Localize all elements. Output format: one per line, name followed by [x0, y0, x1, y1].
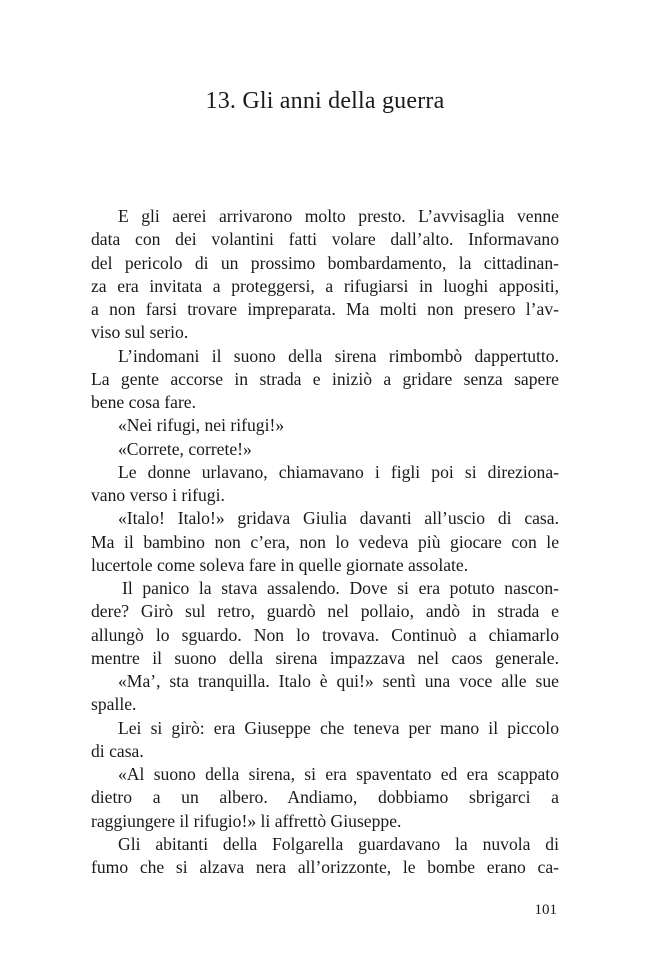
text-line: «Nei rifugi, nei rifugi!» [118, 415, 285, 436]
text-line: «Italo! Italo!» gridava Giulia davanti all’uscio di casa. [118, 508, 559, 529]
text-line: vano verso i rifugi. [91, 485, 225, 505]
text-line: Lei si girò: era Giuseppe che teneva per mano il piccolo [118, 717, 559, 738]
chapter-title: 13. Gli anni della guerra [205, 88, 445, 114]
chapter-body [91, 205, 559, 879]
text-line: dere? Girò sul retro, guardò nel pollaio, andò in strada e [91, 601, 559, 622]
page-number: 101 [534, 902, 557, 918]
text-line: viso sul serio. [91, 322, 189, 343]
text-line: dietro a un albero. Andiamo, dobbiamo sbrigarci a [91, 787, 559, 808]
text-line: lucertole come soleva fare in quelle giornate assolate. [91, 554, 469, 575]
text-line: spalle. [91, 694, 137, 715]
text-line: data con dei volantini fatti volare dall’alto. Informavano [91, 229, 559, 250]
text-line: a non farsi trovare impreparata. Ma molti non presero l’av- [91, 299, 559, 319]
text-line: «Correte, correte!» [118, 438, 252, 459]
text-line: Le donne urlavano, chiamavano i figli poi si direziona- [118, 461, 559, 482]
text-line: fumo che si alzava nera all’orizzonte, le bombe erano ca- [91, 857, 559, 877]
text-line: bene cosa fare. [91, 392, 197, 412]
text-line: del pericolo di un prossimo bombardamento, la cittadinan- [91, 252, 559, 273]
text-line: Il panico la stava assalendo. Dove si era potuto nascon- [122, 578, 559, 598]
text-line: «Ma’, sta tranquilla. Italo è qui!» sentì una voce alle sue [118, 671, 559, 691]
text-line: L’indomani il suono della sirena rimbombò dappertutto. [118, 345, 559, 366]
text-line: za era invitata a proteggersi, a rifugiarsi in luoghi appositi, [91, 275, 559, 296]
text-line: di casa. [91, 740, 144, 761]
text-line: mentre il suono della sirena impazzava nel caos generale. [91, 647, 559, 668]
text-line: E gli aerei arrivarono molto presto. L’avvisaglia venne [118, 206, 559, 226]
text-line: La gente accorse in strada e iniziò a gridare senza sapere [91, 368, 559, 389]
text-line: «Al suono della sirena, si era spaventato ed era scappato [118, 764, 559, 784]
text-line: Ma il bambino non c’era, non lo vedeva più giocare con le [91, 531, 559, 552]
text-line: allungò lo sguardo. Non lo trovava. Continuò a chiamarlo [91, 624, 559, 645]
text-line: raggiungere il rifugio!» li affrettò Giuseppe. [91, 810, 402, 831]
text-line: Gli abitanti della Folgarella guardavano la nuvola di [118, 833, 559, 854]
